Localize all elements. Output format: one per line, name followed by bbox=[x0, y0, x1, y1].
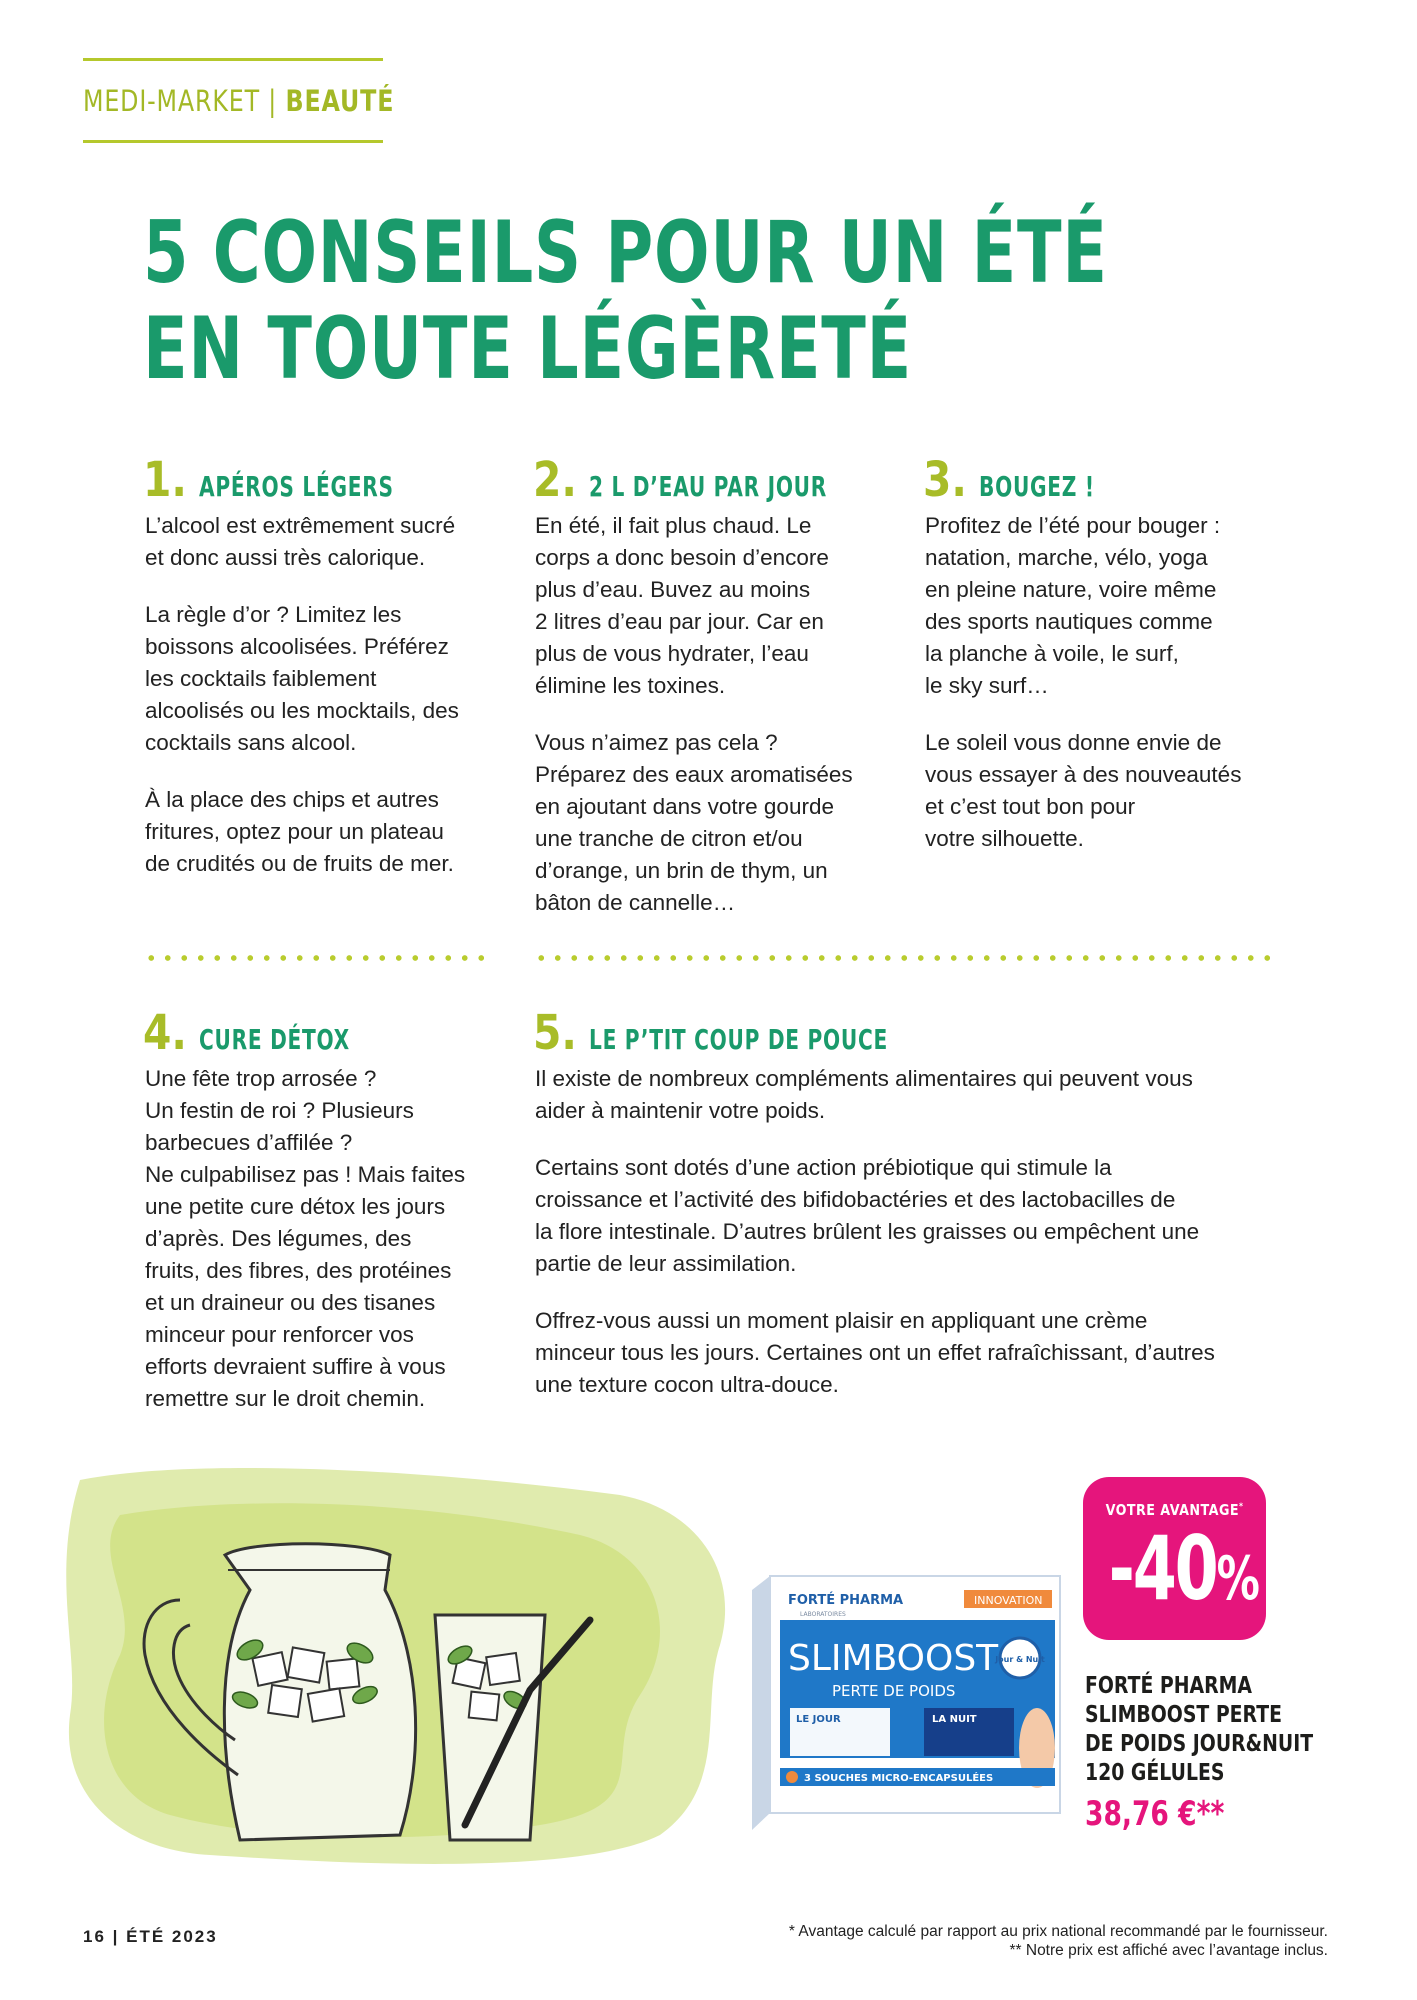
text-line: efforts devraient suffire à vous bbox=[145, 1354, 446, 1379]
tip-paragraph bbox=[145, 784, 505, 880]
text-line: et un draineur ou des tisanes bbox=[145, 1290, 436, 1315]
tip-number: 3. bbox=[923, 452, 967, 508]
package-subtitle: PERTE DE POIDS bbox=[832, 1682, 956, 1700]
package-product: SLIMBOOST bbox=[788, 1638, 999, 1679]
tip-2-heading bbox=[533, 452, 920, 508]
pitcher-glass-illustration bbox=[60, 1455, 750, 1875]
tip-5-heading bbox=[533, 1005, 1004, 1061]
text-line: La règle d’or ? Limitez les bbox=[145, 602, 402, 627]
package-brand-sub: LABORATOIRES bbox=[800, 1611, 846, 1618]
text-line: Un festin de roi ? Plusieurs bbox=[145, 1098, 414, 1123]
tip-number: 1. bbox=[143, 452, 187, 508]
text-line: natation, marche, vélo, yoga bbox=[925, 545, 1208, 570]
text-line: Une fête trop arrosée ? bbox=[145, 1066, 377, 1091]
dotted-divider-left bbox=[143, 955, 486, 961]
text-line: la flore intestinale. D’autres brûlent les graisses ou empêchent une bbox=[535, 1219, 1200, 1244]
product-name: FORTÉ PHARMA SLIMBOOST PERTE DE POIDS JOUR&NUIT 120 GÉLULES bbox=[1085, 1673, 1314, 1786]
text-line: croissance et l’activité des bifidobactéries et des lactobacilles de bbox=[535, 1187, 1176, 1212]
text-line: de crudités ou de fruits de mer. bbox=[145, 851, 454, 876]
text-line: élimine les toxines. bbox=[535, 673, 726, 698]
text-line: Préparez des eaux aromatisées bbox=[535, 762, 853, 787]
text-line: d’orange, un brin de thym, un bbox=[535, 858, 828, 883]
page-title bbox=[143, 205, 1108, 397]
tip-paragraph bbox=[535, 1152, 1295, 1280]
package-strip: 3 SOUCHES MICRO-ENCAPSULÉES bbox=[804, 1773, 994, 1784]
text-line: Ne culpabilisez pas ! Mais faites bbox=[145, 1162, 466, 1187]
tip-title: APÉROS LÉGERS bbox=[199, 470, 394, 503]
package-brand: FORTÉ PHARMA bbox=[788, 1593, 904, 1608]
text-line: minceur tous les jours. Certaines ont un effet rafraîchissant, d’autres bbox=[535, 1340, 1215, 1365]
text-line: vous essayer à des nouveautés bbox=[925, 762, 1242, 787]
tip-paragraph bbox=[535, 1063, 1295, 1127]
package-day: LE JOUR bbox=[796, 1714, 841, 1725]
product-price: 38,76 €** bbox=[1085, 1794, 1225, 1834]
page-number: 16 | ÉTÉ 2023 bbox=[83, 1927, 218, 1946]
text-line: remettre sur le droit chemin. bbox=[145, 1386, 426, 1411]
tip-paragraph bbox=[925, 510, 1285, 702]
footnote-2: ** Notre prix est affiché avec l’avantage inclus. bbox=[1009, 1942, 1328, 1959]
text-line: bâton de cannelle… bbox=[535, 890, 736, 915]
tip-title: CURE DÉTOX bbox=[199, 1023, 351, 1056]
text-line: d’après. Des légumes, des bbox=[145, 1226, 412, 1251]
text-line: cocktails sans alcool. bbox=[145, 730, 357, 755]
tip-3-body bbox=[925, 510, 1285, 880]
text-line: 2 litres d’eau par jour. Car en bbox=[535, 609, 824, 634]
title-line-2: EN TOUTE LÉGÈRETÉ bbox=[143, 299, 913, 399]
tip-2-body bbox=[535, 510, 905, 944]
text-line: partie de leur assimilation. bbox=[535, 1251, 797, 1276]
brand-name: MEDI-MARKET bbox=[83, 84, 260, 118]
tip-4-heading bbox=[143, 1005, 409, 1061]
tip-5-body bbox=[535, 1063, 1295, 1426]
text-line: À la place des chips et autres bbox=[145, 787, 439, 812]
product-package bbox=[752, 1568, 1062, 1830]
tip-paragraph bbox=[145, 1063, 515, 1415]
text-line: boissons alcoolisées. Préférez bbox=[145, 634, 449, 659]
tip-title: BOUGEZ ! bbox=[979, 470, 1095, 503]
text-line: plus d’eau. Buvez au moins bbox=[535, 577, 811, 602]
text-line: En été, il fait plus chaud. Le bbox=[535, 513, 812, 538]
text-line: votre silhouette. bbox=[925, 826, 1084, 851]
dotted-divider-right bbox=[533, 955, 1271, 961]
header-rule-bottom bbox=[83, 140, 383, 143]
tip-4-body bbox=[145, 1063, 515, 1440]
text-line: Certains sont dotés d’une action prébiotique qui stimule la bbox=[535, 1155, 1112, 1180]
badge-label: VOTRE AVANTAGE* bbox=[1105, 1501, 1244, 1519]
tip-1-heading bbox=[143, 452, 470, 508]
text-line: en ajoutant dans votre gourde bbox=[535, 794, 834, 819]
tip-paragraph bbox=[535, 510, 905, 702]
text-line: L’alcool est extrêmement sucré bbox=[145, 513, 456, 538]
tip-paragraph bbox=[925, 727, 1285, 855]
text-line: les cocktails faiblement bbox=[145, 666, 377, 691]
tip-paragraph bbox=[145, 599, 505, 759]
footnotes bbox=[789, 1922, 1328, 1960]
tip-3-heading bbox=[923, 452, 1140, 508]
package-seal: Jour & Nuit bbox=[995, 1655, 1045, 1664]
text-line: Il existe de nombreux compléments alimentaires qui peuvent vous bbox=[535, 1066, 1193, 1091]
package-night: LA NUIT bbox=[932, 1714, 977, 1725]
badge-value: -40% bbox=[1108, 1517, 1258, 1620]
text-line: la planche à voile, le surf, bbox=[925, 641, 1179, 666]
text-line: en pleine nature, voire même bbox=[925, 577, 1217, 602]
tip-paragraph bbox=[535, 727, 905, 919]
text-line: alcoolisés ou les mocktails, des bbox=[145, 698, 459, 723]
text-line: aider à maintenir votre poids. bbox=[535, 1098, 826, 1123]
header-rule-top bbox=[83, 58, 383, 61]
text-line: fruits, des fibres, des protéines bbox=[145, 1258, 452, 1283]
tip-1-body bbox=[145, 510, 505, 905]
tip-number: 4. bbox=[143, 1005, 187, 1061]
text-line: des sports nautiques comme bbox=[925, 609, 1213, 634]
text-line: une petite cure détox les jours bbox=[145, 1194, 446, 1219]
tip-paragraph bbox=[145, 510, 505, 574]
title-line-1: 5 CONSEILS POUR UN ÉTÉ bbox=[143, 203, 1108, 303]
text-line: Profitez de l’été pour bouger : bbox=[925, 513, 1221, 538]
footnote-1: * Avantage calculé par rapport au prix national recommandé par le fournisseur. bbox=[788, 1923, 1328, 1940]
text-line: Offrez-vous aussi un moment plaisir en appliquant une crème bbox=[535, 1308, 1148, 1333]
section-header bbox=[83, 84, 394, 118]
text-line: minceur pour renforcer vos bbox=[145, 1322, 414, 1347]
discount-badge bbox=[1083, 1477, 1266, 1640]
tip-title: LE P’TIT COUP DE POUCE bbox=[589, 1023, 889, 1056]
tip-title: 2 L D’EAU PAR JOUR bbox=[589, 470, 828, 503]
tip-number: 5. bbox=[533, 1005, 577, 1061]
text-line: barbecues d’affilée ? bbox=[145, 1130, 353, 1155]
text-line: une texture cocon ultra-douce. bbox=[535, 1372, 839, 1397]
text-line: fritures, optez pour un plateau bbox=[145, 819, 444, 844]
text-line: corps a donc besoin d’encore bbox=[535, 545, 829, 570]
text-line: Le soleil vous donne envie de bbox=[925, 730, 1222, 755]
text-line: et c’est tout bon pour bbox=[925, 794, 1136, 819]
text-line: et donc aussi très calorique. bbox=[145, 545, 426, 570]
text-line: une tranche de citron et/ou bbox=[535, 826, 803, 851]
package-tag: INNOVATION bbox=[974, 1594, 1043, 1607]
tip-paragraph bbox=[535, 1305, 1295, 1401]
text-line: plus de vous hydrater, l’eau bbox=[535, 641, 809, 666]
text-line: le sky surf… bbox=[925, 673, 1049, 698]
header-separator: | bbox=[268, 84, 278, 118]
category-name: BEAUTÉ bbox=[285, 84, 395, 118]
text-line: Vous n’aimez pas cela ? bbox=[535, 730, 778, 755]
tip-number: 2. bbox=[533, 452, 577, 508]
